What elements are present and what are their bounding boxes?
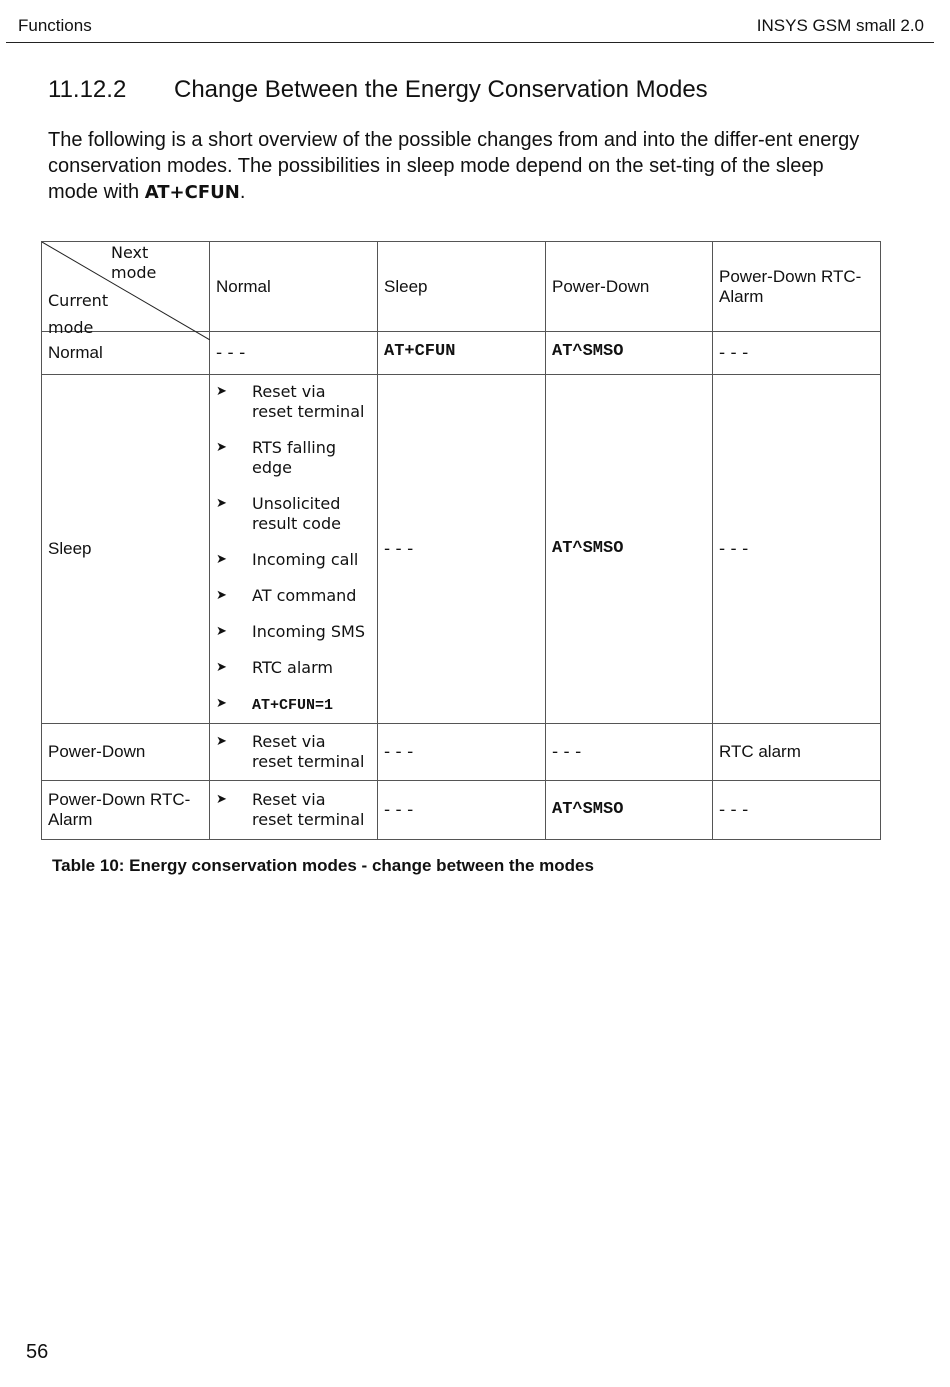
list-item: ➤ Reset via reset terminal <box>216 382 365 421</box>
intro-command: AT+CFUN <box>144 182 240 203</box>
bullet-list <box>216 732 371 772</box>
table-cell: - - - <box>378 375 546 724</box>
column-header: Sleep <box>378 242 546 332</box>
table-cell: - - - <box>378 724 546 781</box>
list-item: ➤ AT+CFUN=1 <box>216 696 334 714</box>
list-item: ➤ Reset via reset terminal <box>216 732 365 771</box>
table-cell: AT+CFUN <box>378 332 546 375</box>
corner-current-mode-label: Current mode <box>48 291 109 337</box>
list-item: ➤ Incoming SMS <box>216 622 365 641</box>
page-header <box>6 0 934 43</box>
table-cell: - - - <box>378 781 546 840</box>
arrow-bullet-icon: ➤ <box>216 588 227 603</box>
row-header: Power-Down <box>42 724 210 781</box>
energy-modes-table <box>41 241 881 840</box>
table-cell: - - - <box>210 332 378 375</box>
row-header: Sleep <box>42 375 210 724</box>
list-item: ➤ AT command <box>216 586 357 605</box>
list-item: ➤ Incoming call <box>216 550 359 569</box>
table-cell <box>210 375 378 724</box>
list-item: ➤ RTC alarm <box>216 658 333 677</box>
table-cell: AT^SMSO <box>546 375 713 724</box>
table-cell: - - - <box>546 724 713 781</box>
table-cell: - - - <box>713 375 881 724</box>
table-row <box>42 375 881 724</box>
arrow-bullet-icon: ➤ <box>216 384 227 399</box>
bullet-list <box>216 382 371 716</box>
table-cell: AT^SMSO <box>546 781 713 840</box>
table-header-row <box>42 242 881 332</box>
row-header: Normal <box>42 332 210 375</box>
page-number: 56 <box>26 1341 49 1363</box>
column-header: Power-Down <box>546 242 713 332</box>
table-cell: - - - <box>713 781 881 840</box>
intro-end: . <box>239 181 246 203</box>
corner-next-mode-label: Next mode <box>111 243 157 282</box>
arrow-bullet-icon: ➤ <box>216 696 227 711</box>
table-cell <box>210 781 378 840</box>
arrow-bullet-icon: ➤ <box>216 440 227 455</box>
list-item: ➤ Reset via reset terminal <box>216 790 365 829</box>
header-document-title: INSYS GSM small 2.0 <box>756 16 924 35</box>
section-number: 11.12.2 <box>48 76 127 103</box>
intro-paragraph <box>48 127 878 206</box>
arrow-bullet-icon: ➤ <box>216 734 227 749</box>
section-title: Change Between the Energy Conservation Modes <box>174 76 708 103</box>
arrow-bullet-icon: ➤ <box>216 624 227 639</box>
section-heading <box>48 76 708 104</box>
arrow-bullet-icon: ➤ <box>216 660 227 675</box>
table-cell: AT^SMSO <box>546 332 713 375</box>
table-row <box>42 781 881 840</box>
header-section-label: Functions <box>18 16 92 35</box>
table-cell: RTC alarm <box>713 724 881 781</box>
list-item: ➤ RTS falling edge <box>216 438 337 477</box>
row-header: Power-Down RTC-Alarm <box>42 781 210 840</box>
arrow-bullet-icon: ➤ <box>216 792 227 807</box>
arrow-bullet-icon: ➤ <box>216 496 227 511</box>
bullet-list <box>216 790 371 830</box>
column-header: Power-Down RTC-Alarm <box>713 242 881 332</box>
list-item: ➤ Unsolicited result code <box>216 494 341 533</box>
table-cell: - - - <box>713 332 881 375</box>
table-cell <box>210 724 378 781</box>
column-header: Normal <box>210 242 378 332</box>
table-caption: Table 10: Energy conservation modes - change between the modes <box>52 856 594 875</box>
table-row <box>42 724 881 781</box>
intro-text: The following is a short overview of the possible changes from and into the differ-ent energy conservation modes. The possibilities in sleep mode depend on the set-ting of the sleep mode with <box>48 129 860 203</box>
corner-cell <box>42 242 210 337</box>
arrow-bullet-icon: ➤ <box>216 552 227 567</box>
